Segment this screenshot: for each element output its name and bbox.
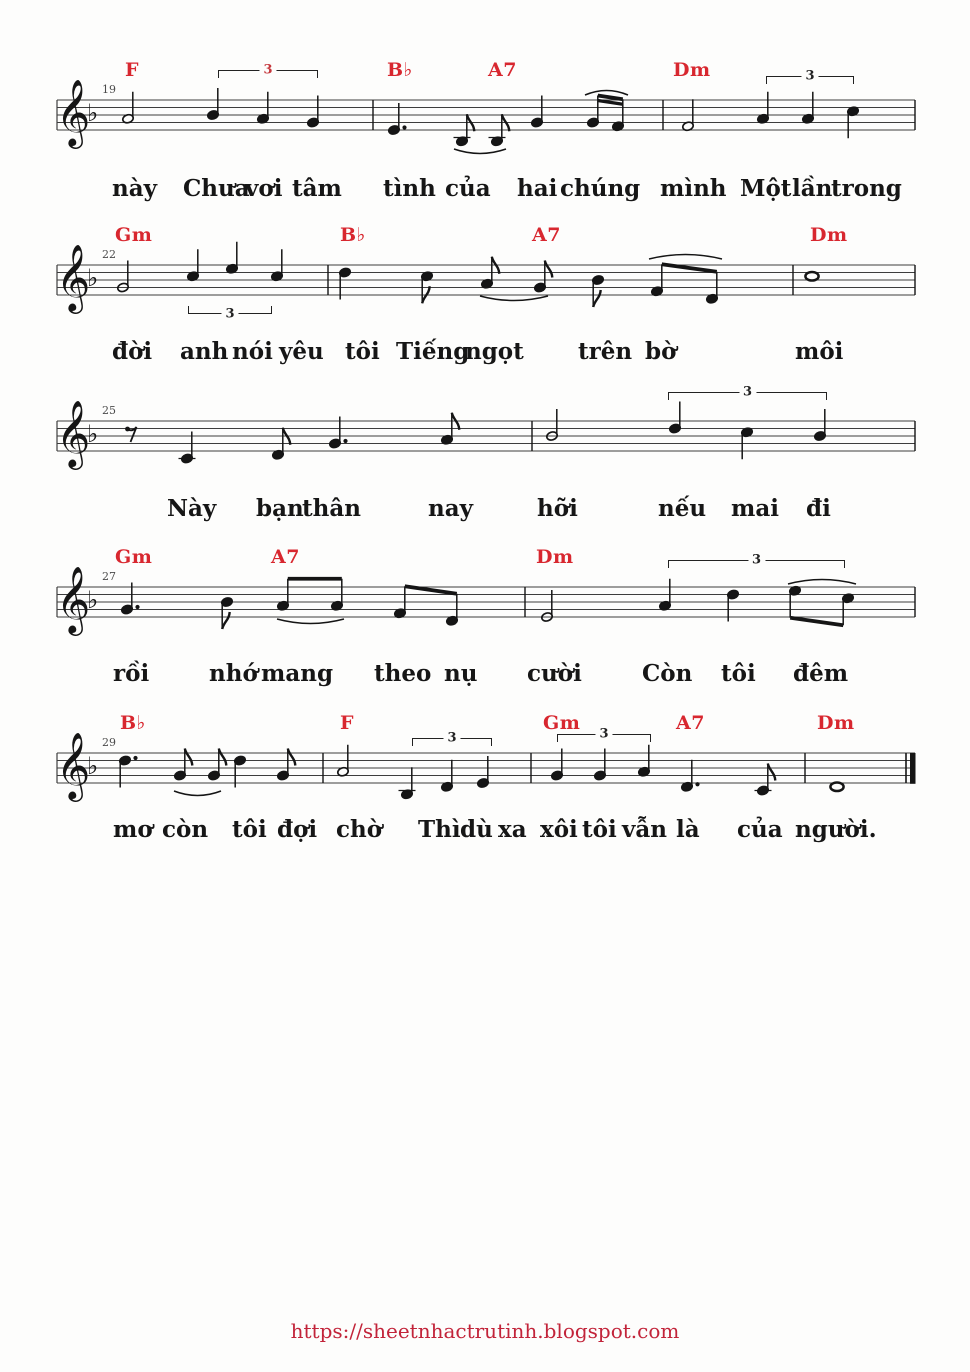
lyric-word: hai: [517, 175, 558, 202]
lyric-word: của: [737, 816, 783, 843]
chord-label: Gm: [115, 546, 153, 568]
treble-clef-icon: 𝄞: [56, 78, 91, 146]
measure-number: 27: [102, 570, 116, 583]
lyric-word: hỡi: [537, 495, 578, 522]
chord-label: Dm: [673, 59, 711, 81]
triplet-bracket: [188, 306, 272, 322]
flat-sign-icon: ♭: [87, 586, 99, 614]
treble-clef-icon: 𝄞: [56, 243, 91, 311]
lyric-word: đi: [806, 495, 831, 522]
lyric-word: nụ: [444, 660, 478, 687]
lyric-word: nói: [232, 338, 273, 365]
triplet-number: 3: [443, 731, 460, 744]
lyric-word: Thì: [418, 816, 461, 843]
lyric-word: xa: [498, 816, 527, 843]
chord-label: B♭: [340, 224, 367, 246]
lyric-word: nếu: [658, 495, 707, 522]
lyric-word: Chưa: [183, 175, 250, 202]
treble-clef-icon: 𝄞: [56, 399, 91, 467]
flat-sign-icon: ♭: [87, 264, 99, 292]
lyric-word: bờ: [645, 338, 677, 365]
lyric-word: xôi: [540, 816, 578, 843]
measure-number: 29: [102, 736, 116, 749]
chord-label: A7: [676, 712, 705, 734]
lyric-word: mình: [660, 175, 727, 202]
lyric-word: đợi: [277, 816, 318, 843]
chord-label: Gm: [115, 224, 153, 246]
lyric-word: đời: [112, 338, 153, 365]
triplet-bracket: [766, 68, 854, 84]
triplet-number: 3: [221, 308, 238, 321]
lyric-word: tôi: [721, 660, 756, 687]
chord-label: Gm: [543, 712, 581, 734]
triplet-number: 3: [801, 69, 818, 82]
lyric-word: là: [676, 816, 700, 843]
chord-label: Dm: [817, 712, 855, 734]
chord-label: A7: [488, 59, 517, 81]
chord-label: F: [340, 712, 354, 734]
lyric-word: dù: [460, 816, 493, 843]
lyric-word: tâm: [292, 175, 342, 202]
lyric-word: mai: [731, 495, 779, 522]
triplet-bracket: [218, 62, 318, 78]
lyric-word: theo: [374, 660, 432, 687]
lyric-word: chờ: [336, 816, 383, 843]
lyric-word: người.: [795, 816, 877, 843]
chord-label: A7: [271, 546, 300, 568]
lyric-word: tôi: [582, 816, 617, 843]
lyric-word: mơ: [113, 816, 153, 843]
lyric-word: Này: [167, 495, 217, 522]
lyric-word: môi: [795, 338, 844, 365]
lyric-word: bạn: [256, 495, 304, 522]
lyric-word: anh: [180, 338, 229, 365]
lyric-word: trong: [831, 175, 902, 202]
lyric-word: tôi: [232, 816, 267, 843]
triplet-bracket: [668, 552, 845, 568]
lyric-word: của: [445, 175, 491, 202]
lyric-word: chúng: [560, 175, 641, 202]
measure-number: 25: [102, 404, 116, 417]
chord-label: A7: [532, 224, 561, 246]
lyric-word: thân: [302, 495, 361, 522]
lyric-word: tình: [383, 175, 436, 202]
lyric-word: Còn: [642, 660, 693, 687]
triplet-number: 3: [748, 553, 765, 566]
lyric-word: Tiếng: [396, 338, 470, 365]
triplet-bracket: [557, 726, 651, 742]
chord-label: B♭: [120, 712, 147, 734]
lyric-word: cười: [527, 660, 582, 687]
lyric-word: rồi: [113, 660, 150, 687]
triplet-number: 3: [595, 727, 612, 740]
triplet-number: 3: [739, 385, 756, 398]
triplet-bracket: [668, 384, 827, 400]
lyric-word: vơi: [245, 175, 283, 202]
lyric-word: tôi: [345, 338, 380, 365]
treble-clef-icon: 𝄞: [56, 565, 91, 633]
lyric-word: nay: [428, 495, 473, 522]
measure-number: 22: [102, 248, 116, 261]
chord-label: F: [125, 59, 139, 81]
flat-sign-icon: ♭: [87, 752, 99, 780]
measure-number: 19: [102, 83, 116, 96]
lyric-word: ngọt: [465, 338, 524, 365]
lyric-word: nhớ: [209, 660, 258, 687]
chord-label: Dm: [536, 546, 574, 568]
triplet-bracket: [412, 730, 492, 746]
triplet-number: 3: [259, 63, 276, 76]
lyric-word: vẫn: [622, 816, 667, 843]
lyric-word: trên: [578, 338, 633, 365]
lyric-word: đêm: [793, 660, 849, 687]
lyric-word: lần: [792, 175, 833, 202]
flat-sign-icon: ♭: [87, 420, 99, 448]
lyric-word: mang: [261, 660, 334, 687]
lyric-word: yêu: [279, 338, 324, 365]
flat-sign-icon: ♭: [87, 99, 99, 127]
lyric-word: còn: [162, 816, 209, 843]
lyric-word: Một: [740, 175, 792, 202]
chord-label: Dm: [810, 224, 848, 246]
lyric-word: này: [112, 175, 157, 202]
treble-clef-icon: 𝄞: [56, 731, 91, 799]
chord-label: B♭: [387, 59, 414, 81]
footer-url-link[interactable]: https://sheetnhactrutinh.blogspot.com: [290, 1319, 680, 1343]
